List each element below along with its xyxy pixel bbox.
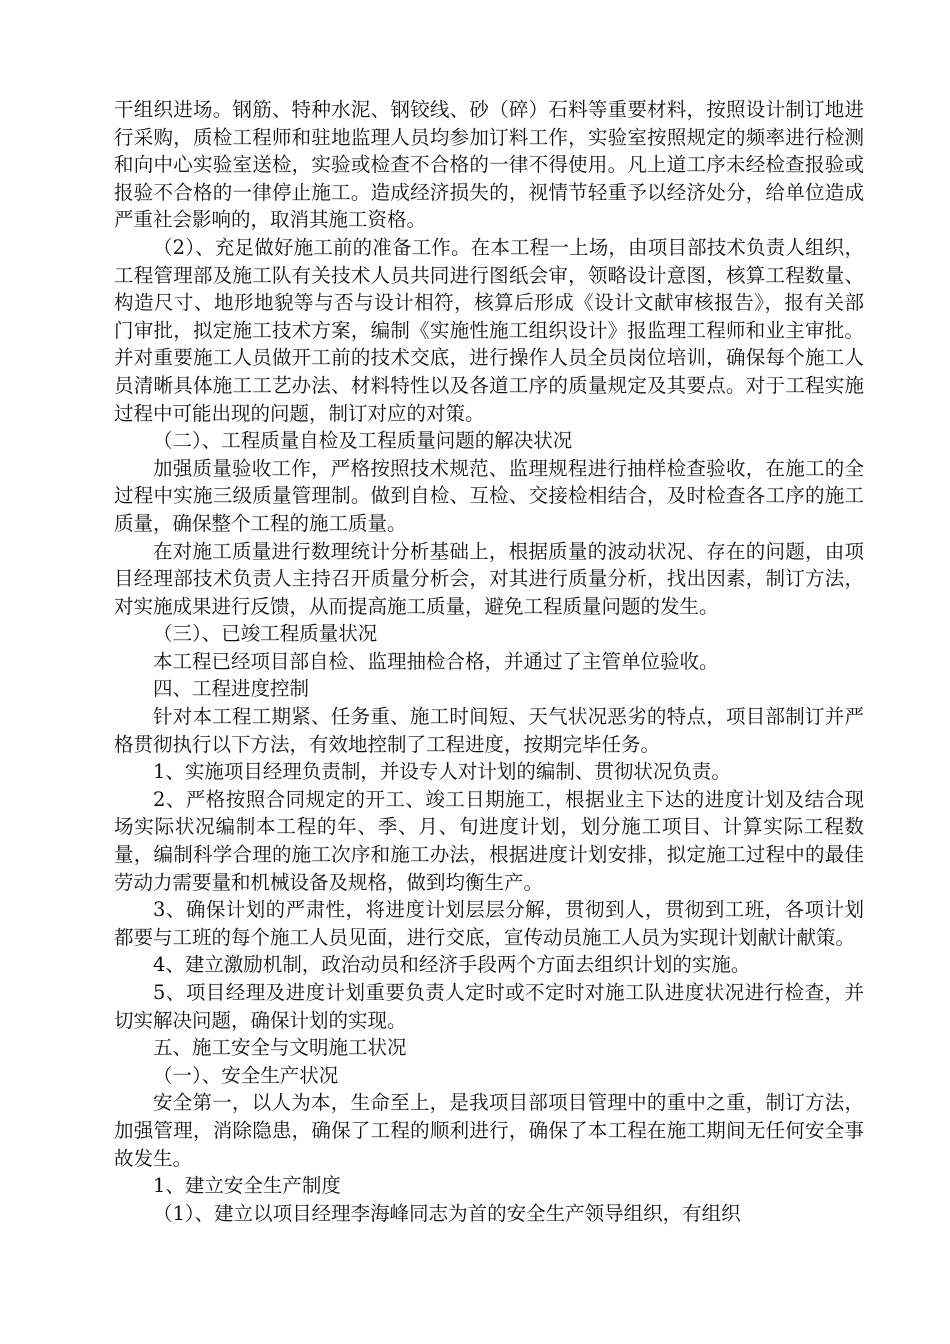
subsection-heading-safe-production: （一）、安全生产状况 [153,1063,339,1087]
paragraph-preparation: （2）、充足做好施工前的准备工作。在本工程一上场，由项目部技术负责人组织，工程管理部及施工队有关技术人员共同进行图纸会审，领略设计意图，核算工程数量、构造尺寸、地形地貌等与否与设计相符，核算后形成《设计文献审核报告》，报有关部门审批，拟定施工技术方案，编制《实施性施工组织设计》报监理工程师和业主审批。并对重要施工人员做开工前的技术交底，进行操作人员全员岗位培训，确保每个施工人员清晰具体施工工艺办法、材料特性以及各道工序的质量规定及其要点。对于工程实施过程中可能出现的问题，制订对应的对策。 [114,235,864,425]
list-item-4: 4、建立激励机制，政治动员和经济手段两个方面去组织计划的实施。 [153,953,751,977]
paragraph-acceptance-result: 本工程已经项目部自检、监理抽检合格，并通过了主管单位验收。 [153,649,719,673]
section-heading-completed-quality: （三）、已竣工程质量状况 [153,622,378,646]
list-item-safety-system: 1、建立安全生产制度 [153,1174,341,1198]
list-item-2: 2、严格按照合同规定的开工、竣工日期施工，根据业主下达的进度计划及结合现场实际状况编制本工程的年、季、月、旬进度计划，划分施工项目、计算实际工程数量，编制科学合理的施工次序和施工办法，根据进度计划安排，拟定施工过程中的最佳劳动力需要量和机械设备及规格，做到均衡生产。 [114,787,864,894]
list-item-5: 5、项目经理及进度计划重要负责人定时或不定时对施工队进度状况进行检查，并切实解决问题，确保计划的实现。 [114,981,864,1032]
paragraph-continuation: 干组织进场。钢筋、特种水泥、钢铰线、砂（碎）石料等重要材料，按照设计制订地进行采购，质检工程师和驻地监理人员均参加订料工作，实验室按照规定的频率进行检测和向中心实验室送检，实验或检查不合格的一律不得使用。凡上道工序未经检查报验或报验不合格的一律停止施工。造成经济损失的，视情节轻重予以经济处分，给单位造成严重社会影响的，取消其施工资格。 [114,98,864,232]
section-heading-quality-inspection: （二）、工程质量自检及工程质量问题的解决状况 [153,429,573,453]
paragraph-safety-organization: （1）、建立以项目经理李海峰同志为首的安全生产领导组织，有组织 [153,1201,741,1225]
document-body [114,96,864,1227]
paragraph-quality-analysis: 在对施工质量进行数理统计分析基础上，根据质量的波动状况、存在的问题，由项目经理部技术负责人主持召开质量分析会，对其进行质量分析，找出因素，制订方法，对实施成果进行反馈，从而提高施工质量，避免工程质量问题的发生。 [114,539,864,618]
list-item-3: 3、确保计划的严肃性，将进度计划层层分解，贯彻到人，贯彻到工班，各项计划都要与工班的每个施工人员见面，进行交底，宣传动员施工人员为实现计划献计献策。 [114,898,864,949]
paragraph-quality-acceptance: 加强质量验收工作，严格按照技术规范、监理规程进行抽样检查验收，在施工的全过程中实施三级质量管理制。做到自检、互检、交接检相结合，及时检查各工序的施工质量，确保整个工程的施工质量。 [114,456,864,535]
paragraph-safety-principle: 安全第一，以人为本，生命至上，是我项目部项目管理中的重中之重，制订方法，加强管理，消除隐患，确保了工程的顺利进行，确保了本工程在施工期间无任何安全事故发生。 [114,1091,864,1170]
section-heading-progress-control: 四、工程进度控制 [153,677,310,701]
paragraph-progress-intro: 针对本工程工期紧、任务重、施工时间短、天气状况恶劣的特点，项目部制订并严格贯彻执行以下方法，有效地控制了工程进度，按期完毕任务。 [114,705,864,756]
section-heading-safety: 五、施工安全与文明施工状况 [153,1036,407,1060]
list-item-1: 1、实施项目经理负责制，并设专人对计划的编制、贯彻状况负责。 [153,760,731,784]
